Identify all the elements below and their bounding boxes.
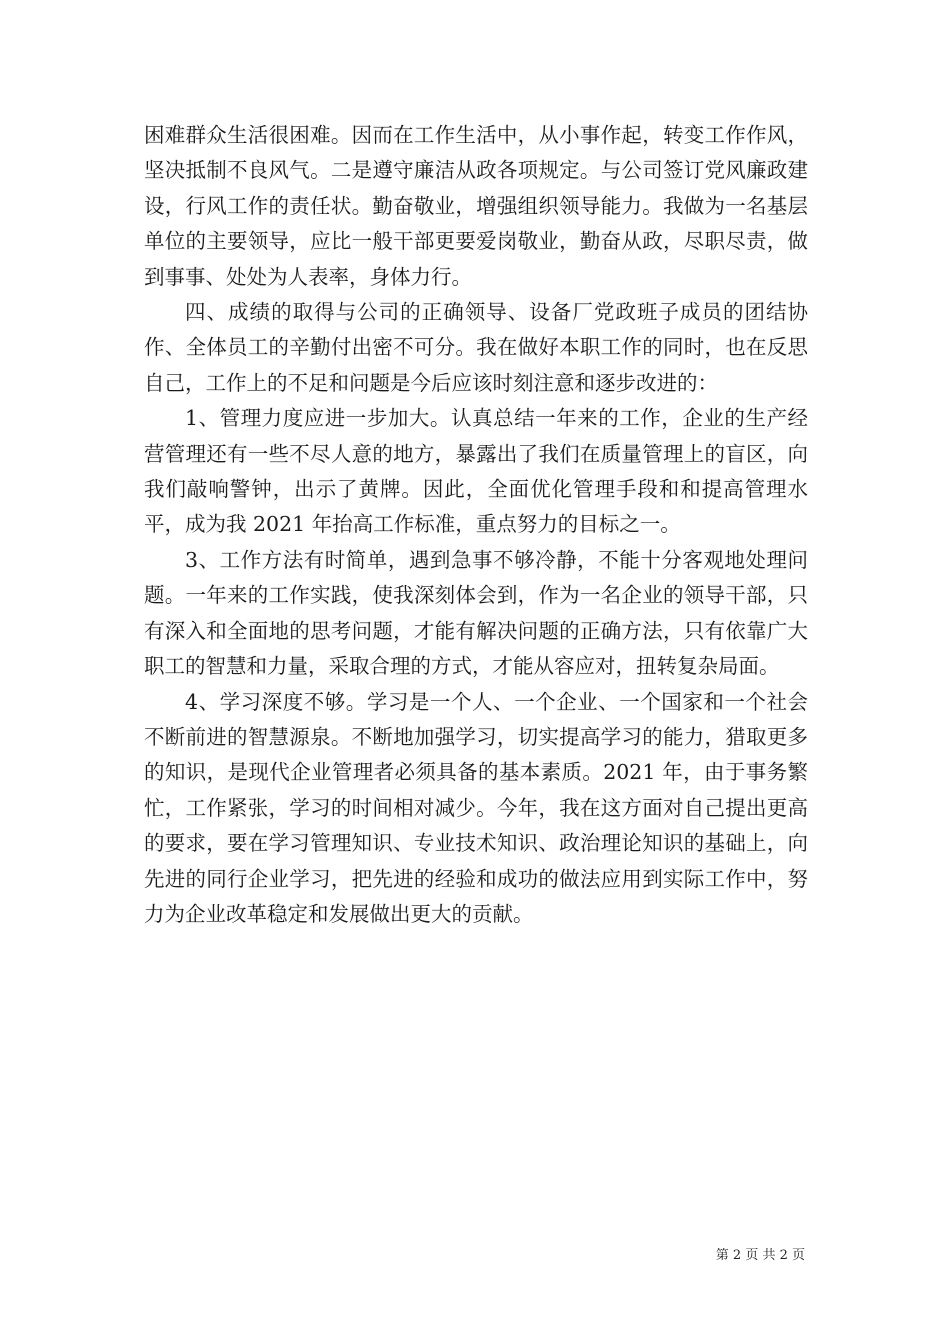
paragraph-item-1: 1、管理力度应进一步加大。认真总结一年来的工作，企业的生产经营管理还有一些不尽人意的地方，暴露出了我们在质量管理上的盲区，向我们敲响警钟，出示了黄牌。因此，全面优化管理手段和和提高管理水平，成为我 2021 年抬高工作标准，重点努力的目标之一。 <box>144 406 808 537</box>
paragraph-section-four: 四、成绩的取得与公司的正确领导、设备厂党政班子成员的团结协作、全体员工的辛勤付出密不可分。我在做好本职工作的同时，也在反思自己，工作上的不足和问题是今后应该时刻注意和逐步改进的： <box>144 300 808 395</box>
paragraph-item-3: 3、工作方法有时简单，遇到急事不够冷静，不能十分客观地处理问题。一年来的工作实践，使我深刻体会到，作为一名企业的领导干部，只有深入和全面地的思考问题，才能有解决问题的正确方法，只有依靠广大职工的智慧和力量，采取合理的方式，才能从容应对，扭转复杂局面。 <box>144 547 808 679</box>
paragraph-continuation: 困难群众生活很困难。因而在工作生活中，从小事作起，转变工作作风，坚决抵制不良风气。二是遵守廉洁从政各项规定。与公司签订党风廉政建设，行风工作的责任状。勤奋敬业，增强组织领导能力。我做为一名基层单位的主要领导，应比一般干部更要爱岗敬业，勤奋从政，尽职尽责，做到事事、处处为人表率，身体力行。 <box>144 123 808 289</box>
paragraph-item-4: 4、学习深度不够。学习是一个人、一个企业、一个国家和一个社会不断前进的智慧源泉。不断地加强学习，切实提高学习的能力，猎取更多的知识，是现代企业管理者必须具备的基本素质。2021 年，由于事务繁忙，工作紧张，学习的时间相对减少。今年，我在这方面对自己提出更高的要求，要在学习管理知识、专业技术知识、政治理论知识的基础上，向先进的同行企业学习，把先进的经验和成功的做法应用到实际工作中，努力为企业改革稳定和发展做出更大的贡献。 <box>144 689 808 926</box>
document-body <box>144 118 808 932</box>
page-number: 第 2 页 共 2 页 <box>715 1248 805 1263</box>
